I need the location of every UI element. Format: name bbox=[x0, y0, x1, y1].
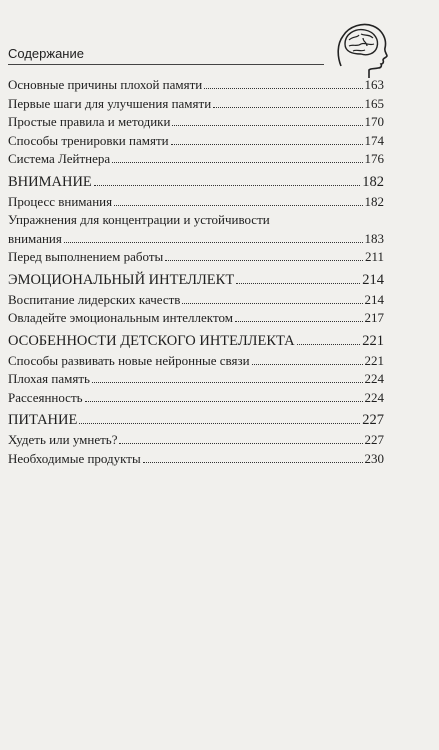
dot-leader bbox=[235, 321, 363, 322]
toc-entry-label: ЭМОЦИОНАЛЬНЫЙ ИНТЕЛЛЕКТ bbox=[8, 271, 235, 288]
toc-entry bbox=[8, 291, 384, 310]
toc-page-number: 217 bbox=[364, 310, 384, 325]
dot-leader bbox=[114, 205, 362, 206]
toc-page-number: 224 bbox=[364, 371, 384, 386]
toc-entry bbox=[8, 248, 384, 267]
dot-leader bbox=[85, 401, 363, 402]
toc-entry bbox=[8, 230, 384, 249]
toc-section-heading bbox=[8, 331, 384, 352]
toc-entry-label: Основные причины плохой памяти bbox=[8, 77, 203, 92]
toc-page-number: 214 bbox=[364, 291, 384, 307]
dot-leader bbox=[171, 144, 363, 145]
toc-entry bbox=[8, 370, 384, 389]
table-of-contents bbox=[8, 76, 384, 468]
toc-entry-label: ОСОБЕННОСТИ ДЕТСКОГО ИНТЕЛЛЕКТА bbox=[8, 332, 295, 349]
toc-section-heading bbox=[8, 410, 384, 431]
dot-leader bbox=[204, 88, 362, 89]
toc-page-number: 182 bbox=[364, 193, 384, 209]
toc-entry-label: Воспитание лидерских качеств bbox=[8, 291, 181, 307]
toc-entry-label: Худеть или умнеть? bbox=[8, 432, 118, 447]
toc-entry bbox=[8, 95, 384, 114]
dot-leader bbox=[252, 364, 363, 365]
toc-entry bbox=[8, 431, 384, 450]
toc-page-number: 165 bbox=[364, 95, 384, 111]
dot-leader bbox=[112, 162, 362, 163]
toc-page-number: 227 bbox=[362, 412, 384, 428]
toc-entry-label: Процесс внимания bbox=[8, 193, 113, 209]
toc-page-number: 227 bbox=[364, 432, 384, 447]
page-title: Содержание bbox=[8, 46, 84, 61]
toc-entry-label: ВНИМАНИЕ bbox=[8, 173, 92, 190]
toc-entry-label: Способы развивать новые нейронные связи bbox=[8, 352, 250, 368]
toc-entry-label: Перед выполнением работы bbox=[8, 249, 164, 264]
toc-section-heading bbox=[8, 270, 384, 291]
dot-leader bbox=[236, 283, 360, 284]
dot-leader bbox=[172, 125, 362, 126]
toc-page-number: 170 bbox=[364, 114, 384, 129]
toc-entry-label: Овладейте эмоциональным интеллектом bbox=[8, 310, 233, 325]
toc-entry-label: Система Лейтнера bbox=[8, 151, 111, 166]
toc-page-number: 174 bbox=[364, 132, 384, 148]
toc-entry bbox=[8, 150, 384, 169]
toc-page-number: 221 bbox=[364, 352, 384, 368]
toc-entry bbox=[8, 76, 384, 95]
toc-entry bbox=[8, 193, 384, 212]
toc-entry-line bbox=[8, 211, 384, 230]
dot-leader bbox=[64, 242, 363, 243]
toc-page-number: 230 bbox=[364, 450, 384, 466]
toc-page-number: 224 bbox=[364, 389, 384, 405]
header-rule bbox=[8, 64, 324, 65]
dot-leader bbox=[297, 344, 361, 345]
toc-entry bbox=[8, 113, 384, 132]
toc-entry-label: Первые шаги для улучшения памяти bbox=[8, 95, 212, 111]
brain-head-icon bbox=[331, 14, 395, 78]
toc-entry bbox=[8, 352, 384, 371]
toc-page-number: 214 bbox=[362, 271, 384, 288]
dot-leader bbox=[165, 260, 363, 261]
toc-entry bbox=[8, 389, 384, 408]
toc-section-heading bbox=[8, 172, 384, 193]
toc-page-number: 163 bbox=[364, 77, 384, 92]
toc-entry bbox=[8, 132, 384, 151]
dot-leader bbox=[79, 423, 360, 424]
toc-entry-label: Упражнения для концентрации и устойчивости bbox=[8, 212, 270, 227]
toc-page-number: 176 bbox=[364, 151, 384, 166]
toc-page-number: 183 bbox=[364, 230, 384, 246]
toc-page-number: 221 bbox=[362, 332, 384, 349]
toc-entry-label: Простые правила и методики bbox=[8, 114, 171, 129]
toc-entry-label: внимания bbox=[8, 230, 62, 246]
toc-entry-label: Необходимые продукты bbox=[8, 450, 141, 466]
dot-leader bbox=[143, 462, 363, 463]
toc-entry-label: Плохая память bbox=[8, 371, 90, 386]
toc-entry bbox=[8, 309, 384, 328]
toc-page-number: 182 bbox=[362, 173, 384, 190]
dot-leader bbox=[119, 443, 362, 444]
toc-entry-label: Рассеянность bbox=[8, 389, 83, 405]
toc-entry bbox=[8, 450, 384, 469]
dot-leader bbox=[94, 185, 360, 186]
dot-leader bbox=[182, 303, 362, 304]
toc-entry-label: ПИТАНИЕ bbox=[8, 412, 78, 428]
toc-page-number: 211 bbox=[364, 249, 384, 264]
dot-leader bbox=[213, 107, 362, 108]
toc-entry-label: Способы тренировки памяти bbox=[8, 132, 169, 148]
dot-leader bbox=[92, 382, 363, 383]
